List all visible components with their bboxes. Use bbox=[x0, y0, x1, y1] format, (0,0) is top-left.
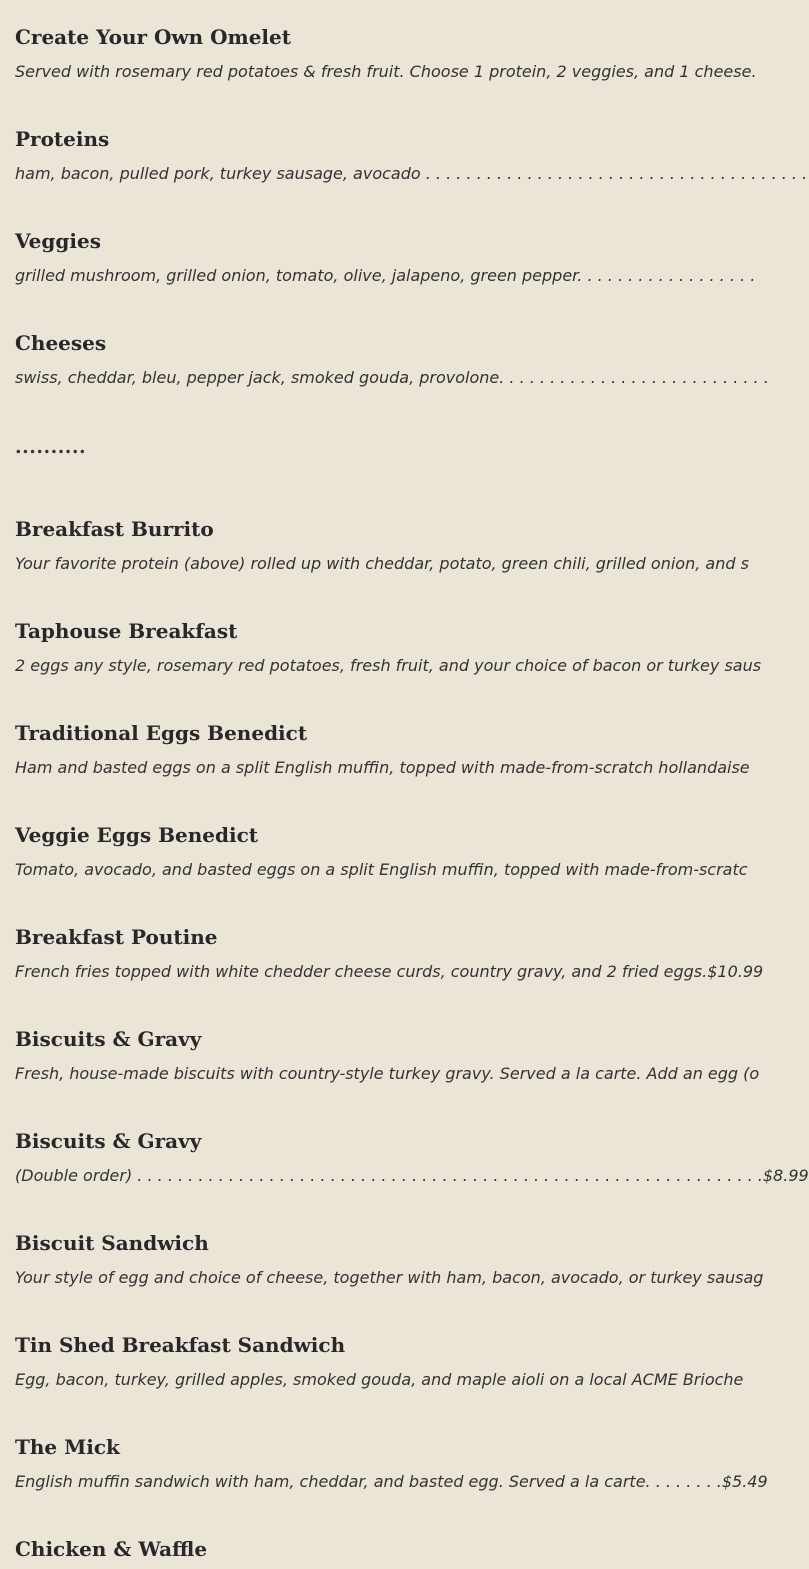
menu-item-title: Create Your Own Omelet bbox=[15, 25, 291, 49]
menu-item-description: 2 eggs any style, rosemary red potatoes, fresh fruit, and your choice of bacon or turkey saus bbox=[15, 656, 762, 675]
menu-item-biscuits-gravy-double bbox=[15, 1129, 809, 1199]
menu-item-description: Tomato, avocado, and basted eggs on a split English muffin, topped with made-from-scratc bbox=[15, 860, 748, 879]
menu-item-title: Taphouse Breakfast bbox=[15, 619, 238, 643]
menu-item-description: (Double order) . . . . . . . . . . . . . . . . . . . . . . . . . . . . . . . . . . . . . . . . . . . . . . . . . . . . . . . . . . . . . .$8.99 bbox=[15, 1166, 809, 1185]
menu-item-description: French fries topped with white chedder cheese curds, country gravy, and 2 fried eggs.$10.99 bbox=[15, 962, 764, 981]
menu-item-title: Traditional Eggs Benedict bbox=[15, 721, 308, 745]
menu-item-cheeses bbox=[15, 331, 769, 401]
menu-item-description: ham, bacon, pulled pork, turkey sausage, avocado . . . . . . . . . . . . . . . . . . . . . . . . . . . . . . . . . . . . . . bbox=[15, 164, 808, 183]
menu-item-description: Your favorite protein (above) rolled up with cheddar, potato, green chili, grilled onion, and s bbox=[15, 554, 749, 573]
menu-item-traditional-eggs-benedict bbox=[15, 721, 750, 791]
menu-item-description: Fresh, house-made biscuits with country-style turkey gravy. Served a la carte. Add an egg (o bbox=[15, 1064, 760, 1083]
menu-item-description: Your style of egg and choice of cheese, together with ham, bacon, avocado, or turkey sausag bbox=[15, 1268, 764, 1287]
menu-item-title: Biscuits & Gravy bbox=[15, 1129, 202, 1153]
menu-item-description: Ham and basted eggs on a split English muffin, topped with made-from-scratch hollandaise bbox=[15, 758, 750, 777]
menu-item-title: Breakfast Poutine bbox=[15, 925, 218, 949]
section-separator: .......... bbox=[15, 436, 87, 458]
menu-item-chicken-waffle bbox=[15, 1537, 735, 1569]
menu-item-veggies bbox=[15, 229, 756, 299]
menu-page bbox=[15, 0, 809, 1569]
menu-item-biscuits-gravy bbox=[15, 1027, 760, 1097]
menu-item-description: Served with rosemary red potatoes & fresh fruit. Choose 1 protein, 2 veggies, and 1 cheese. bbox=[15, 62, 757, 81]
menu-item-breakfast-burrito bbox=[15, 517, 749, 587]
menu-item-biscuit-sandwich bbox=[15, 1231, 764, 1301]
menu-item-breakfast-poutine bbox=[15, 925, 764, 995]
menu-item-description: English muffin sandwich with ham, cheddar, and basted egg. Served a la carte. . . . . . . .$5.49 bbox=[15, 1472, 768, 1491]
menu-item-title: Veggies bbox=[15, 229, 101, 253]
menu-item-title: Biscuits & Gravy bbox=[15, 1027, 202, 1051]
menu-item-title: Cheeses bbox=[15, 331, 107, 355]
menu-item-title: Biscuit Sandwich bbox=[15, 1231, 209, 1255]
menu-item-title: Breakfast Burrito bbox=[15, 517, 214, 541]
menu-item-veggie-eggs-benedict bbox=[15, 823, 748, 893]
menu-item-title: Proteins bbox=[15, 127, 110, 151]
menu-item-create-your-own-omelet bbox=[15, 25, 757, 95]
menu-item-description: grilled mushroom, grilled onion, tomato, olive, jalapeno, green pepper. . . . . . . . . . . . . . . . . . bbox=[15, 266, 756, 285]
menu-item-description: Egg, bacon, turkey, grilled apples, smoked gouda, and maple aioli on a local ACME Brioche bbox=[15, 1370, 744, 1389]
menu-item-title: Tin Shed Breakfast Sandwich bbox=[15, 1333, 346, 1357]
menu-item-proteins bbox=[15, 127, 808, 197]
menu-item-title: Chicken & Waffle bbox=[15, 1537, 208, 1561]
menu-item-tin-shed-breakfast-sandwich bbox=[15, 1333, 744, 1403]
menu-item-the-mick bbox=[15, 1435, 768, 1505]
menu-item-title: Veggie Eggs Benedict bbox=[15, 823, 258, 847]
menu-item-description: swiss, cheddar, bleu, pepper jack, smoked gouda, provolone. . . . . . . . . . . . . . . . . . . . . . . . . . . bbox=[15, 368, 769, 387]
menu-item-taphouse-breakfast bbox=[15, 619, 762, 689]
menu-item-title: The Mick bbox=[15, 1435, 120, 1459]
